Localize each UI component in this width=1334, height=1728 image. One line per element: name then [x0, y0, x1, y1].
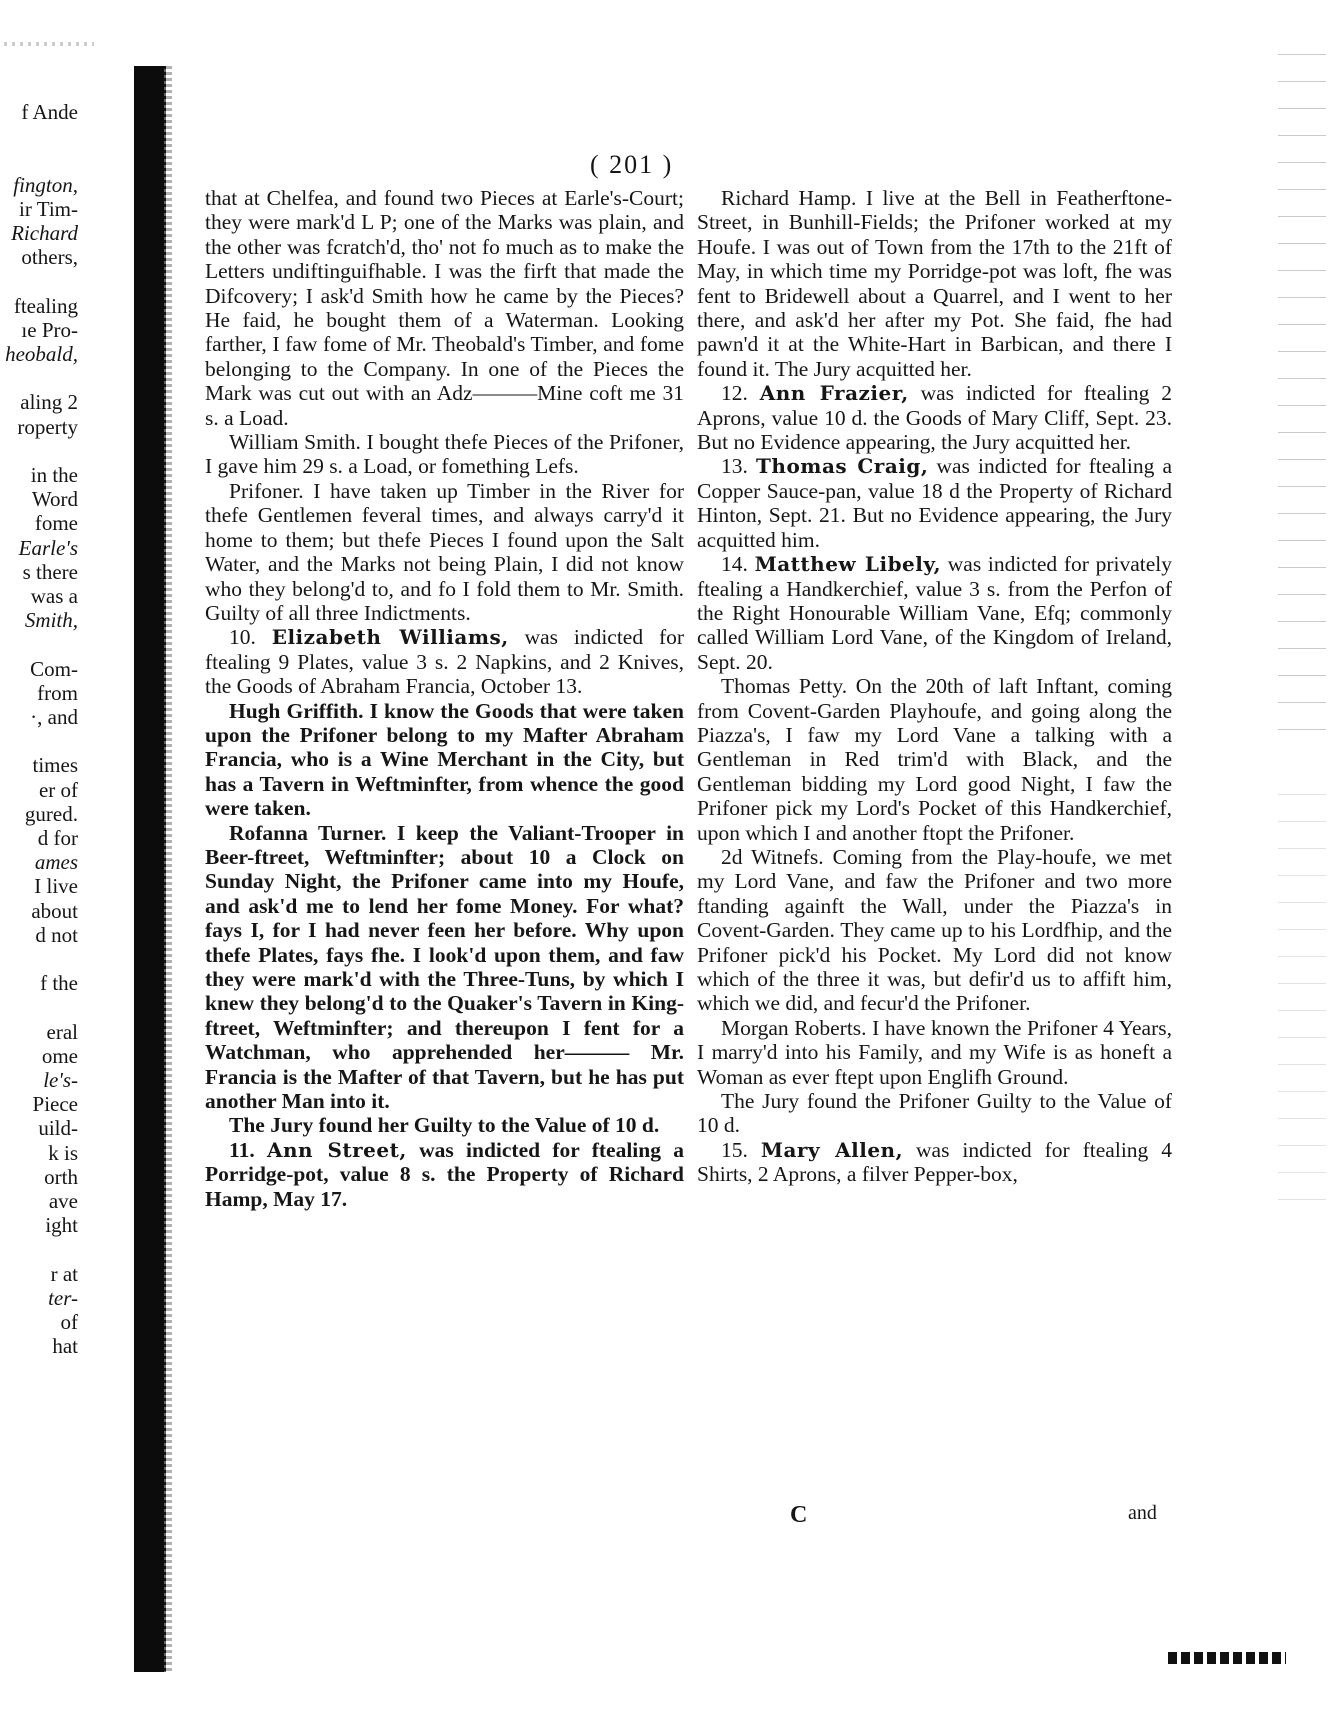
left-fragment-line: of	[60, 1310, 78, 1334]
entry-number: 14.	[721, 552, 748, 577]
indictment-entry	[697, 381, 1172, 454]
left-fragment-line: le's-	[43, 1068, 78, 1092]
indictment-entry	[697, 454, 1172, 552]
left-fragment-line: f Ande	[21, 100, 78, 124]
left-fragment-line: k is	[48, 1140, 78, 1165]
left-fragment-line: heobald,	[5, 342, 78, 366]
left-fragment-line: uild-	[38, 1116, 78, 1141]
paragraph: William Smith. I bought thefe Pieces of the Prifoner, I gave him 29 s. a Load, or fomething Lefs.	[205, 430, 684, 479]
left-fragment-line: was a	[30, 584, 78, 608]
defendant-name: Ann Frazier,	[759, 381, 909, 406]
paragraph: Morgan Roberts. I have known the Prifoner 4 Years, I marry'd into his Family, and my Wife is as honeft a Woman as ever ftept upon Englifh Ground.	[697, 1015, 1172, 1089]
paragraph: Richard Hamp. I live at the Bell in Featherftone-Street, in Bunhill-Fields; the Prifoner worked at my Houfe. I was out of Town from the 17th to the 21ft of May, in which time my Porridge-pot was loft, fhe was fent to Bridewell about a Quarrel, and I went to her there, and ask'd her after my Pot. She faid, fhe had pawn'd it at the White-Hart in Barbican, and there I found it. The Jury acquitted her.	[697, 186, 1172, 381]
left-fragment-line: roperty	[17, 414, 78, 439]
entry-number: 12.	[721, 381, 748, 406]
left-fragment-line: Word	[31, 487, 78, 512]
paragraph: Hugh Griffith. I know the Goods that were taken upon the Prifoner belong to my Mafter Abraham Francia, who is a Wine Merchant in the City, but has a Tavern in Weftminfter, from whence the good were taken.	[205, 698, 684, 821]
paragraph: 2d Witnefs. Coming from the Play-houfe, we met my Lord Vane, and faw the Prifoner and two more ftanding againft the Wall, under the Piazza's in Covent-Garden. They came up to his Lordfhip, and the Prifoner pick'd his Pocket. My Lord did not know which of the three it was, but defir'd us to affift him, which we did, and fecur'd the Prifoner.	[697, 844, 1172, 1016]
entry-text: was indicted for ftealing a Porridge-pot, value 8 s. the Property of Richard Hamp, May 17.	[205, 1137, 685, 1211]
entry-text: was indicted for ftealing 4 Shirts, 2 Aprons, a filver Pepper-box,	[697, 1137, 1172, 1187]
paragraph: Thomas Petty. On the 20th of laft Inftant, coming from Covent-Garden Playhoufe, and going along the Piazza's, I faw my Lord Vane a talking with a Gentleman in Red trim'd with Black, and the Gentleman bidding my Lord good Night, I faw the Prifoner pick my Lord's Pocket of this Handkerchief, upon which I and another ftopt the Prifoner.	[697, 674, 1172, 845]
entry-number: 10.	[229, 625, 256, 650]
indictment-entry	[205, 1138, 684, 1211]
left-fragment-line: ave	[48, 1189, 78, 1213]
entry-number: 11.	[229, 1137, 255, 1162]
edge-noise	[1278, 40, 1326, 740]
left-fragment-line: hat	[52, 1334, 78, 1359]
left-fragment-line: eral	[46, 1019, 78, 1044]
page-number: ( 201 )	[590, 150, 674, 179]
left-fragment-line: fington,	[13, 172, 78, 197]
left-fragment-line: others,	[21, 245, 78, 270]
left-fragment-line: I live	[34, 874, 78, 899]
left-fragment-line: ight	[45, 1213, 78, 1238]
entry-text: was indicted for ftealing 2 Aprons, value 10 d. the Goods of Mary Cliff, Sept. 23. But no Evidence appearing, the Jury acquitted her.	[697, 381, 1172, 455]
left-fragment-line: Com-	[30, 656, 78, 681]
left-fragment-line: Piece	[32, 1092, 78, 1117]
defendant-name: Matthew Libely,	[754, 552, 942, 577]
left-fragment-line: about	[31, 898, 78, 923]
left-fragment-line: Earle's	[18, 535, 78, 560]
left-fragment-line: ames	[34, 850, 78, 875]
verdict: The Jury found the Prifoner Guilty to the Value of 10 d.	[697, 1089, 1172, 1138]
left-fragment-line: f the	[40, 971, 78, 996]
entry-text: was indicted for ftealing 9 Plates, value 3 s. 2 Napkins, and 2 Knives, the Goods of Abraham Francia, October 13.	[205, 625, 685, 699]
indictment-entry	[205, 625, 684, 698]
indictment-entry	[697, 1138, 1172, 1187]
left-fragment-line: times	[32, 753, 78, 778]
scan-corner-mark	[1168, 1652, 1286, 1664]
entry-text: was indicted for ftealing a Copper Sauce-pan, value 18 d the Property of Richard Hinton, Sept. 21. But no Evidence appearing, the Jury acquitted him.	[697, 454, 1172, 552]
defendant-name: Mary Allen,	[760, 1137, 904, 1162]
verdict: The Jury found her Guilty to the Value of 10 d.	[229, 1113, 660, 1138]
left-fragment-line: ·, and	[30, 705, 78, 729]
left-fragment-line: ıe Pro-	[21, 317, 78, 342]
edge-noise-lower	[1278, 780, 1326, 1200]
left-fragment-line: from	[37, 680, 78, 705]
gutter-shadow	[134, 66, 166, 1672]
left-fragment-line: d for	[37, 826, 78, 850]
left-fragment-line: r at	[50, 1261, 78, 1286]
signature-mark: C	[790, 1502, 808, 1528]
left-fragment-line: Richard	[11, 221, 78, 245]
left-fragment-line: ter-	[48, 1285, 78, 1310]
left-fragment-line: gured.	[24, 801, 78, 826]
left-fragment-line: ir Tim-	[19, 196, 78, 221]
left-fragment-line: in the	[30, 463, 78, 487]
right-column	[697, 186, 1172, 1187]
entry-number: 15.	[721, 1137, 748, 1162]
left-fragment-line: ftealing	[13, 293, 78, 318]
defendant-name: Elizabeth Williams,	[271, 625, 509, 650]
left-fragment-line: s there	[22, 559, 78, 584]
scan-smudge	[4, 42, 94, 46]
indictment-entry	[697, 552, 1172, 674]
entry-number: 13.	[721, 454, 748, 479]
paragraph: Prifoner. I have taken up Timber in the River for thefe Gentlemen feveral times, and always carry'd it home to them; but thefe Pieces I found upon the Salt Water, and the Marks not being Plain, I did not know who they belong'd to, and fo I fold them to Mr. Smith. Guilty of all three Indictments.	[205, 478, 684, 625]
entry-text: was indicted for privately ftealing a Handkerchief, value 3 s. from the Perfon of the Right Honourable William Vane, Efq; commonly called William Lord Vane, of the Kingdom of Ireland, Sept. 20.	[697, 552, 1173, 674]
left-fragment-line: d not	[35, 922, 78, 947]
left-page-fragment	[0, 100, 112, 1600]
paragraph: that at Chelfea, and found two Pieces at Earle's-Court; they were mark'd L P; one of the Marks was plain, and the other was fcratch'd, tho' not fo much as to make the Letters undiftinguifhable. I was the firft that made the Difcovery; I ask'd Smith how he came by the Pieces? He faid, he bought them of a Waterman. Looking farther, I faw fome of Mr. Theobald's Timber, and fome belonging to the Company. In one of the Pieces the Mark was cut out with an Adz———Mine coft me 31 s. a Load.	[205, 186, 684, 430]
defendant-name: Thomas Craig,	[756, 454, 929, 479]
left-fragment-line: fome	[34, 511, 78, 536]
catchword: and	[1128, 1502, 1157, 1524]
left-fragment-line: aling 2	[20, 390, 78, 415]
paragraph: Rofanna Turner. I keep the Valiant-Trooper in Beer-ftreet, Weftminfter; about 10 a Clock on Sunday Night, the Prifoner came into my Houfe, and ask'd me to lend her fome Money. For what? fays I, for I had never feen her before. Why upon thefe Plates, fays fhe. I look'd upon them, and faw they were mark'd with the Three-Tuns, by which I knew they belong'd to the Quaker's Tavern in King-ftreet, Weftminfter; and thereupon I fent for a Watchman, who apprehended her——— Mr. Francia is the Mafter of that Tavern, but he has put another Man into it.	[205, 820, 684, 1114]
left-fragment-line: orth	[44, 1164, 78, 1189]
left-fragment-line: Smith,	[24, 608, 78, 633]
left-column	[205, 186, 684, 1211]
left-fragment-line: ome	[41, 1043, 78, 1068]
left-fragment-line: er of	[38, 777, 78, 802]
defendant-name: Ann Street,	[266, 1137, 407, 1162]
